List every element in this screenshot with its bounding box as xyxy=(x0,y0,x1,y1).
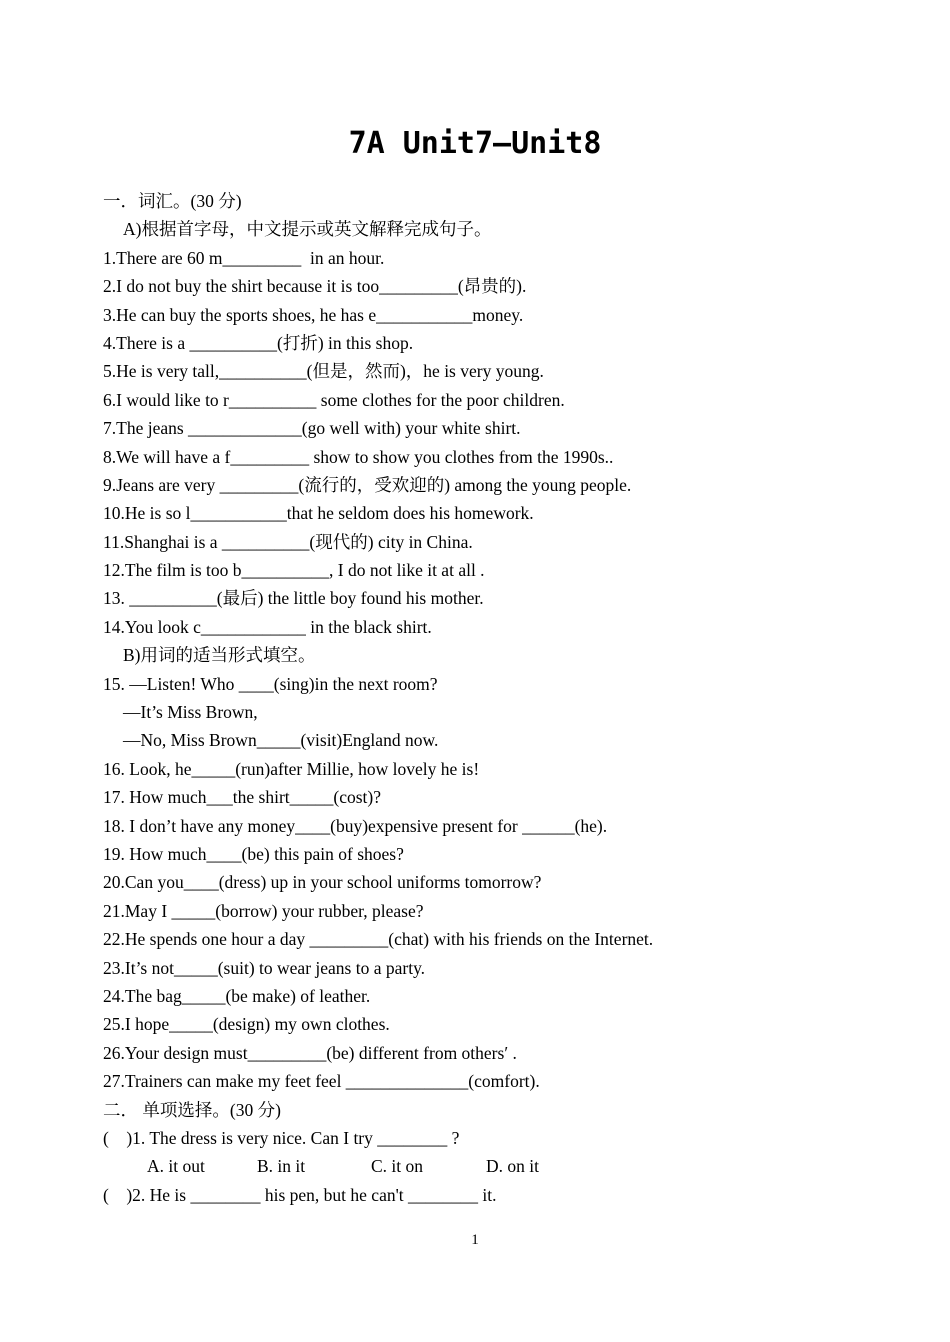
option-c: C. it on xyxy=(371,1156,424,1177)
vocab-item-2: 2.I do not buy the shirt because it is too_________(昂贵的). xyxy=(103,276,527,297)
vocab-item-3: 3.He can buy the sports shoes, he has e___________money. xyxy=(103,304,524,325)
word-form-item-17: 17. How much___the shirt_____(cost)? xyxy=(103,787,382,808)
part-b-heading: B)用词的适当形式填空。 xyxy=(123,645,316,666)
vocab-item-5: 5.He is very tall,__________(但是，然而)，he is very young. xyxy=(103,361,544,382)
section-1-heading: 一．词汇。(30 分) xyxy=(103,191,242,211)
choice-question-1: ( )1. The dress is very nice. Can I try ________ ? xyxy=(103,1127,460,1148)
word-form-item-23: 23.It’s not_____(suit) to wear jeans to a party. xyxy=(103,957,426,978)
word-form-item-20: 20.Can you____(dress) up in your school uniforms tomorrow? xyxy=(103,872,542,893)
word-form-item-26: 26.Your design must_________(be) different from others′ . xyxy=(103,1042,517,1063)
vocab-item-14: 14.You look c____________ in the black shirt. xyxy=(103,616,432,637)
word-form-item-27: 27.Trainers can make my feet feel ______________(comfort). xyxy=(103,1071,540,1092)
part-a-heading: A)根据首字母，中文提示或英文解释完成句子。 xyxy=(123,219,492,240)
word-form-item-16: 16. Look, he_____(run)after Millie, how lovely he is! xyxy=(103,758,480,779)
page-number: 1 xyxy=(471,1232,479,1248)
vocab-item-11: 11.Shanghai is a __________(现代的) city in China. xyxy=(103,531,473,552)
word-form-item-19: 19. How much____(be) this pain of shoes? xyxy=(103,843,404,864)
section-2-heading: 二． 单项选择。(30 分) xyxy=(103,1099,281,1120)
word-form-item-18: 18. I don’t have any money____(buy)expensive present for ______(he). xyxy=(103,815,608,836)
word-form-item-15: 15. —Listen! Who ____(sing)in the next room? xyxy=(103,673,438,694)
worksheet-body xyxy=(103,187,863,1209)
vocab-item-1: 1.There are 60 m_________ in an hour. xyxy=(103,247,385,268)
option-a: A. it out xyxy=(147,1156,205,1177)
vocab-item-7: 7.The jeans _____________(go well with) your white shirt. xyxy=(103,418,521,439)
word-form-item-25: 25.I hope_____(design) my own clothes. xyxy=(103,1014,390,1035)
vocab-item-6: 6.I would like to r__________ some clothes for the poor children. xyxy=(103,389,565,410)
choice-question-1-options xyxy=(103,1152,863,1180)
word-form-item-15-reply-1: —It’s Miss Brown, xyxy=(123,702,258,723)
vocab-item-13: 13. __________(最后) the little boy found his mother. xyxy=(103,588,484,609)
option-b: B. in it xyxy=(257,1156,306,1177)
word-form-item-15-reply-2: —No, Miss Brown_____(visit)England now. xyxy=(123,730,439,751)
vocab-item-9: 9.Jeans are very _________(流行的，受欢迎的) among the young people. xyxy=(103,474,632,495)
vocab-item-4: 4.There is a __________(打折) in this shop. xyxy=(103,332,414,353)
word-form-item-24: 24.The bag_____(be make) of leather. xyxy=(103,985,371,1006)
vocab-item-12: 12.The film is too b__________, I do not like it at all . xyxy=(103,560,485,581)
word-form-item-22: 22.He spends one hour a day _________(chat) with his friends on the Internet. xyxy=(103,929,654,950)
word-form-item-21: 21.May I _____(borrow) your rubber, please? xyxy=(103,900,424,921)
page-title: 7A Unit7—Unit8 xyxy=(348,126,602,161)
vocab-item-10: 10.He is so l___________that he seldom does his homework. xyxy=(103,503,534,524)
option-d: D. on it xyxy=(486,1156,539,1177)
choice-question-2: ( )2. He is ________ his pen, but he can't ________ it. xyxy=(103,1184,497,1205)
vocab-item-8: 8.We will have a f_________ show to show you clothes from the 1990s.. xyxy=(103,446,614,467)
